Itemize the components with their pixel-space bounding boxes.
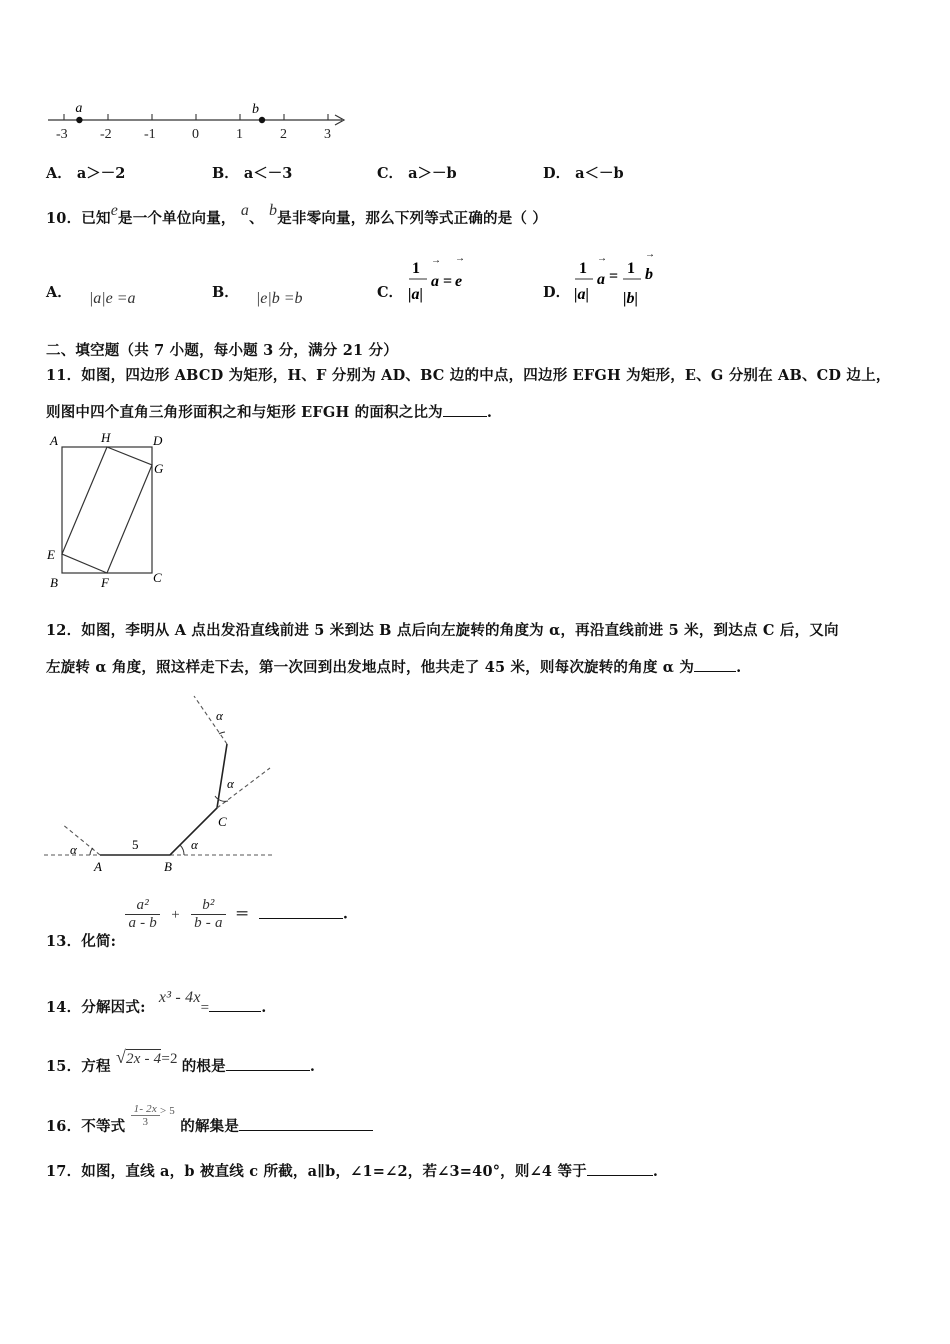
svg-text:=: = [443, 273, 453, 290]
q10-stem: 10．已知e是一个单位向量， a、 b是非零向量，那么下列等式正确的是（ ） [46, 202, 548, 227]
angle-alpha-B: α [191, 837, 198, 852]
tick-label: -3 [56, 127, 68, 142]
tick-label: -2 [100, 127, 112, 142]
label-H: H [101, 430, 111, 445]
path-label-C: C [218, 814, 227, 829]
q17: 17．如图，直线 a，b 被直线 c 所截，a∥b，∠1=∠2，若∠3=40°，则∠4 等于 . [46, 1163, 659, 1180]
angle-alpha-A: α [70, 842, 77, 857]
label-F: F [101, 575, 109, 590]
svg-text:→: → [597, 253, 607, 264]
tick-label: 0 [192, 127, 199, 142]
point-b-dot [259, 117, 265, 123]
label-D: D [153, 433, 163, 448]
q13-fraction-1: $\frac{\text{a²}}{a - b}$ [125, 897, 160, 932]
q10-option-d[interactable]: D． 1 |a| → a = 1 |b| → b [543, 281, 570, 302]
q9-option-c[interactable]: C． a＞－b [377, 165, 457, 182]
number-line-figure [44, 98, 354, 146]
q16-answer-blank[interactable] [239, 1116, 373, 1131]
q12-answer-blank[interactable] [694, 657, 736, 672]
q12-line2: 左旋转 α 角度，照这样走下去，第一次回到出发地点时，他共走了 45 米，则每次旋转的角度 α 为 . [46, 659, 742, 676]
q10-option-c[interactable]: C． 1 |a| → a = → e [377, 281, 403, 302]
q14: 14．分解因式: x³ - 4x= . [46, 989, 267, 1016]
point-b-label: b [252, 102, 259, 117]
q17-answer-blank[interactable] [587, 1161, 653, 1176]
q13: 13．化简: $\frac{\text{a²}}{a - b}$ + $\frac{\text{b²}}{b - a}$ ＝ . [46, 897, 349, 950]
q9-option-b[interactable]: B． a＜－3 [212, 165, 293, 182]
label-A: A [50, 433, 58, 448]
q10-option-b[interactable]: B． |e|b =b [212, 284, 303, 307]
q10-option-a-expr: |a|e =a [88, 290, 136, 307]
q12-path-figure [44, 690, 276, 878]
q15-equation: √2x - 4=2 [115, 1047, 178, 1067]
tick-label: -1 [144, 127, 156, 142]
svg-text:|a|: |a| [574, 286, 590, 303]
q11-line2: 则图中四个直角三角形面积之和与矩形 EFGH 的面积之比为 . [46, 404, 493, 421]
q14-answer-blank[interactable] [209, 997, 261, 1012]
svg-text:1: 1 [412, 260, 420, 277]
svg-text:|b|: |b| [623, 290, 639, 307]
angle-alpha-C: α [227, 776, 234, 791]
svg-text:→: → [455, 253, 465, 264]
q11-rectangle-figure [44, 430, 174, 592]
q15-answer-blank[interactable] [226, 1056, 310, 1071]
svg-text:1: 1 [579, 260, 587, 277]
label-G: G [154, 461, 164, 476]
point-a-dot [76, 117, 82, 123]
q10-option-a[interactable]: A． |a|e =a [46, 284, 136, 307]
q10-option-b-expr: |e|b =b [255, 290, 303, 307]
q12-line1: 12．如图，李明从 A 点出发沿直线前进 5 米到达 B 点后向左旋转的角度为 α，再沿直线前进 5 米，到达点 C 后，又向 [46, 622, 839, 639]
q11-line1: 11．如图，四边形 ABCD 为矩形，H、F 分别为 AD、BC 边的中点，四边形 EFGH 为矩形，E、G 分别在 AB、CD 边上， [46, 367, 891, 384]
q16-fraction: $\frac{1- 2x}{3}$ [131, 1103, 160, 1128]
q10-option-d-expr [573, 247, 673, 309]
point-a-label: a [75, 101, 83, 116]
tick-label: 3 [324, 127, 331, 142]
label-C: C [153, 570, 162, 585]
q14-expression: x³ - 4x [158, 989, 201, 1006]
path-label-B: B [164, 859, 172, 874]
q9-option-a[interactable]: A． a＞－2 [46, 165, 126, 182]
q10-option-c-expr [407, 253, 487, 307]
svg-text:|a|: |a| [408, 286, 424, 303]
svg-text:a: a [597, 271, 605, 288]
q13-answer-blank[interactable] [259, 904, 343, 919]
label-E: E [47, 547, 55, 562]
svg-text:b: b [645, 266, 653, 283]
svg-text:→: → [645, 249, 655, 260]
svg-text:e: e [455, 273, 463, 290]
svg-text:1: 1 [627, 260, 635, 277]
path-label-5: 5 [132, 837, 139, 852]
label-B: B [50, 575, 58, 590]
tick-label: 2 [280, 127, 287, 142]
q9-option-d[interactable]: D． a＜－b [543, 165, 624, 182]
svg-text:→: → [431, 255, 441, 266]
tick-label: 1 [236, 127, 243, 142]
section-heading: 二、填空题（共 7 小题，每小题 3 分，满分 21 分） [46, 342, 398, 359]
q16: 16．不等式 $\frac{1- 2x}{3}$ $^{> 5}$ 的解集是 [46, 1103, 373, 1143]
q15: 15．方程 √2x - 4=2 的根是 . [46, 1047, 316, 1075]
angle-alpha-D: α [216, 708, 223, 723]
q11-answer-blank[interactable] [443, 402, 487, 417]
svg-text:=: = [609, 268, 619, 285]
svg-text:a: a [431, 273, 439, 290]
path-label-A: A [94, 859, 102, 874]
q13-fraction-2: $\frac{\text{b²}}{b - a}$ [191, 897, 226, 932]
